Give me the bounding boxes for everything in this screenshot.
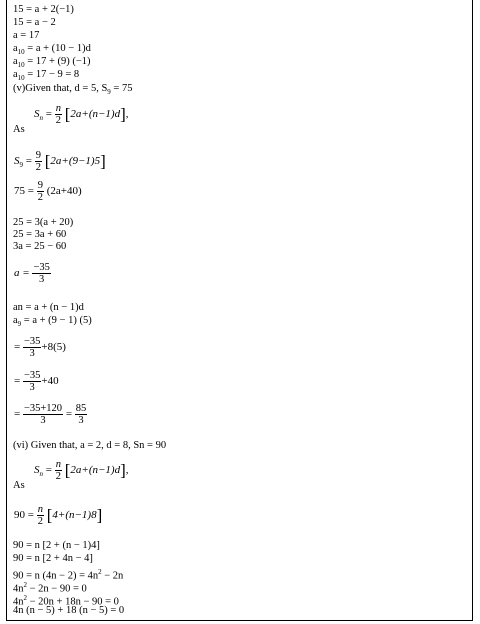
- text-line: $a_9 = a + (9 - 1)$ (5): [13, 315, 92, 329]
- text-line: $4n^2 - 20n + 18n - 90 = 0$: [13, 594, 119, 608]
- text-line: $4n^2 - 2n - 90 = 0$: [13, 581, 87, 595]
- s9-simplified: 75 = $\frac{9}{2}$ (2a+40): [14, 180, 82, 203]
- a-value: a = $\frac{-35}{3}$: [14, 262, 50, 285]
- text-line: 25 = 3(a + 20): [13, 217, 74, 228]
- sum-formula: $S_n$ = $\frac{n}{2}$ [2a+(n−1)d],: [34, 459, 129, 482]
- text-line: 15 = a − 2: [13, 17, 56, 28]
- a9-result: = $\frac{-35+120}{3}$ = $\frac{85}{3}$: [14, 403, 87, 426]
- section-heading: (v)Given that, d = 5, $S_9 = 75$: [13, 83, 133, 97]
- text-line: $a_{10} = 17 + (9)$ (−1): [13, 56, 91, 70]
- text-line: 90 = n $(4n - 2) = 4n^2 - 2n$: [13, 568, 124, 582]
- text-line: 4n (n − 5) + 18 (n − 5) = 0: [13, 605, 125, 616]
- text-line: 3a = 25 − 60: [13, 241, 67, 252]
- sn-substituted: 90 = $\frac{n}{2}$ [4+(n−1)8]: [14, 504, 103, 527]
- sum-formula: $S_n$ = $\frac{n}{2}$ [2a+(n−1)d],: [34, 103, 129, 126]
- text-line: an = a + (n − 1)d: [13, 302, 84, 313]
- text-line: As: [13, 480, 25, 491]
- text-line: $a_{10} = a + (10 - 1)d$: [13, 43, 91, 57]
- text-line: $a_{10} = 17 - 9 = 8$: [13, 69, 80, 83]
- section-heading: (vi) Given that, a = 2, d = 8, Sn = 90: [13, 440, 167, 451]
- text-line: 15 = a + 2(−1): [13, 4, 74, 15]
- text-line: a = 17: [13, 30, 40, 41]
- a9-step1: = $\frac{-35}{3}$ +8(5): [14, 336, 66, 359]
- text-line: 25 = 3a + 60: [13, 229, 67, 240]
- text-line: 90 = n [2 + 4n − 4]: [13, 553, 93, 564]
- text-line: 90 = n [2 + (n − 1)4]: [13, 540, 100, 551]
- text-line: As: [13, 124, 25, 135]
- a9-step2: = $\frac{-35}{3}$ +40: [14, 370, 59, 393]
- s9-formula: $S_9$ = $\frac{9}{2}$ [2a+(9−1)5]: [14, 150, 106, 173]
